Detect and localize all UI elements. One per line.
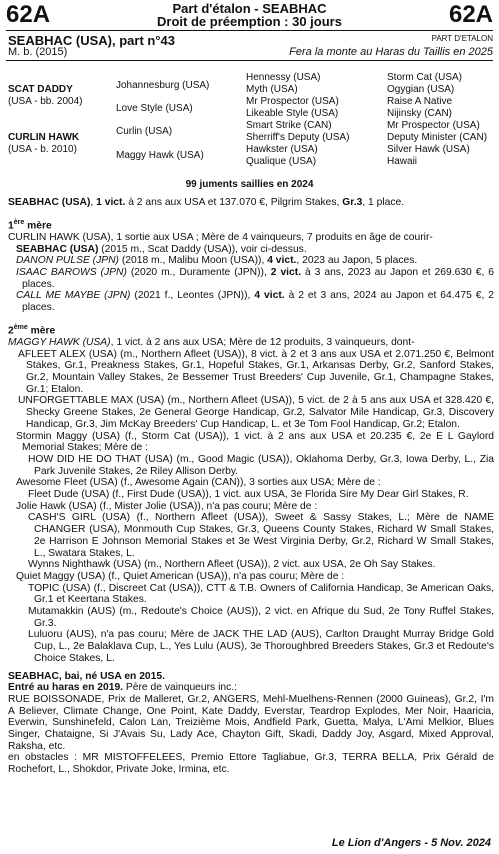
sire-info: (USA - bb. 2004) (8, 96, 83, 107)
horse-name: SEABHAC (USA), part n°43 (8, 33, 175, 48)
produce-entry: Quiet Maggy (USA) (f., Quiet American (USA)), n'a pas couru; Mère de : (16, 570, 345, 582)
pedigree-gen3: Hennessy (USA) (246, 72, 321, 83)
produce-entry: Awesome Fleet (USA) (f., Awesome Again (CAN)), 3 sorties aux USA; Mère de : (16, 477, 381, 489)
stud-winners: RUE BOISSONADE, Prix de Malleret, Gr.2, ANGERS, Mehl-Muelhens-Rennen (2000 Guineas), Gr.2, I'm A Believer, Climate Change, One Point, Kate Daddy, Everstar, Teardrop Explodes, Mer Noir, Haaricia, Everwin, Sunshinefeld, Calon Lan, Treizième Mois, Andfield Park, Guetta, Malya, L'Ami Melkior, Blues Singer, Chataigne, Si J'Avais Su, Lady Ace, Chayton Gift, Skadi, Daddy Joy, Asgard, Mixed Approval, Raksha, etc. (8, 693, 494, 752)
pedigree-gen3: Myth (USA) (246, 84, 298, 95)
section-second-dam: 2ème mère (8, 323, 56, 337)
pedigree-gen4: Silver Hawk (USA) (387, 144, 470, 155)
horse-info: M. b. (2015) (8, 46, 68, 58)
header-subtitle: Droit de préemption : 30 jours (157, 14, 342, 29)
produce-entry: HOW DID HE DO THAT (USA) (m., Good Magic (USA)), Oklahoma Derby, Gr.3, Iowa Derby, L., Zia Park Juvenile Stakes, 2e Riley Allison Derby. (28, 453, 494, 477)
produce-entry: CASH'S GIRL (USA) (f., Northern Afleet (USA)), Sweet & Sassy Stakes, L.; Mère de NAME CHANGER (USA), Monmouth Cup Stakes, Gr.3, Queens County Stakes, Richard W Small Stakes, 2e Harrison E Johnson Memorial Stakes et 3e West Virginia Derby, Gr.2, Richard W Small Stakes, L., Swatara Stakes, L. (28, 512, 494, 559)
header-title: Part d'étalon - SEABHAC (172, 1, 327, 16)
pedigree-gen3: Likeable Style (USA) (246, 108, 339, 119)
horse-name-row (8, 32, 493, 46)
pedigree-gen4: Hawaii (387, 156, 418, 167)
dam-info: (USA - b. 2010) (8, 144, 77, 155)
produce-entry: ISAAC BAROWS (JPN) (2020 m., Duramente (JPN)), 2 vict. à 3 ans, 2023 au Japon et 269.630 €, 6 places. (16, 266, 494, 290)
pedigree-gen4: Ogygian (USA) (387, 84, 455, 95)
pedigree-gen2: Johannesburg (USA) (116, 80, 210, 91)
stud-jumpers: en obstacles : MR MISTOFFELEES, Premio Ettore Tagliabue, Gr.3, TERRA BELLA, Prix Gérald de Rochefort, L., Shokdor, Private Joke, Irmina, etc. (8, 752, 494, 776)
section-first-dam: 1ère mère (8, 218, 52, 232)
sale-footer: Le Lion d'Angers - 5 Nov. 2024 (331, 837, 491, 849)
pedigree-gen4: Deputy Minister (CAN) (387, 132, 488, 143)
mares-covered: 99 juments saillies en 2024 (185, 179, 314, 190)
pedigree-table (0, 70, 499, 172)
pedigree-gen4: Mr Prospector (USA) (387, 120, 480, 131)
pedigree-gen3: Smart Strike (CAN) (246, 120, 332, 131)
stud-intro: Entré au haras en 2019. Père de vainqueurs inc.: (8, 682, 237, 694)
produce-entry: Fleet Dude (USA) (f., First Dude (USA)), 1 vict. aux USA, 3e Florida Sire My Dear Girl Stakes, R. (28, 489, 469, 501)
pedigree-gen4: Nijinsky (CAN) (387, 108, 452, 119)
divider (6, 30, 493, 31)
pedigree-gen3: Qualique (USA) (246, 156, 317, 167)
produce-entry: Mutamakkin (AUS) (m., Redoute's Choice (AUS)), 2 vict. en Afrique du Sud, 2e Tony Ruffel Stakes, Gr.3. (28, 606, 494, 629)
produce-entry: TOPIC (USA) (f., Discreet Cat (USA)), CTT & T.B. Owners of California Handicap, 3e American Oaks, Gr.1 et Keertana Stakes. (28, 582, 494, 606)
pedigree-gen2: Curlin (USA) (116, 126, 173, 137)
pedigree-gen4: Storm Cat (USA) (387, 72, 463, 83)
pedigree-gen2: Love Style (USA) (116, 103, 193, 114)
produce-entry: DANON PULSE (JPN) (2018 m., Malibu Moon (USA)), 4 vict., 2023 au Japon, 5 places. (16, 255, 418, 267)
stud-title: SEABHAC, bai, né USA en 2015. (8, 670, 165, 682)
pedigree-gen4: Raise A Native (387, 96, 453, 107)
pedigree-gen3: Mr Prospector (USA) (246, 96, 339, 107)
lot-number-right: 62A (448, 1, 493, 28)
horse-note: Fera la monte au Haras du Taillis en 2025 (289, 46, 493, 58)
produce-entry: CALL ME MAYBE (JPN) (2021 f., Leontes (JPN)), 4 vict. à 2 et 3 ans, 2024 au Japon et 64.475 €, 2 places. (16, 290, 494, 314)
first-dam-line: CURLIN HAWK (USA), 1 sortie aux USA ; Mère de 4 vainqueurs, 7 produits en âge de courir- (8, 231, 433, 243)
produce-entry: Wynns Nighthawk (USA) (m., Northern Afleet (USA)), 2 vict. aux USA, 2e Oh Say Stakes. (28, 559, 436, 571)
pedigree-gen3: Hawkster (USA) (246, 144, 318, 155)
horse-info-row (8, 46, 493, 59)
sire-name: SCAT DADDY (8, 84, 73, 95)
divider (6, 60, 493, 61)
lot-number-left: 62A (6, 1, 51, 28)
produce-entry: Luluoru (AUS), n'a pas couru; Mère de JACK THE LAD (AUS), Carlton Draught Murray Bridge Gold Cup, L., 2e Balaklava Cup, L., Yes Lulu (AUS), 3e Thoroughbred Breeders Stakes, Gr.3 et Redoute's Choice Stakes, L. (28, 629, 494, 664)
pedigree-gen3: Sherriff's Deputy (USA) (246, 132, 350, 143)
produce-entry: Stormin Maggy (USA) (f., Storm Cat (USA)), 1 vict. à 2 ans aux USA et 20.235 €, 2e E L Gaylord Memorial Stakes; Mère de : (16, 430, 494, 454)
produce-entry: Jolie Hawk (USA) (f., Mister Jolie (USA)), n'a pas couru; Mère de : (16, 500, 318, 512)
lot-type-tag: PART D'ETALON (431, 34, 493, 43)
dam-name: CURLIN HAWK (8, 132, 80, 143)
catalogue-body (8, 197, 494, 776)
produce-entry: AFLEET ALEX (USA) (m., Northern Afleet (USA)), 8 vict. à 2 et 3 ans aux USA et 2.071.250 €, Belmont Stakes, Gr.1, Preakness Stakes, Gr.1, Hopeful Stakes, Gr.1, Arkansas Derby, Gr.2, Sanford Stakes, Gr.2, Mountain Valley Stakes, 2e Bessemer Trust Breeders' Cup Juvenile, Gr.1, Champagne Stakes, Gr.1; Etalon. (18, 348, 494, 395)
second-dam-line: MAGGY HAWK (USA), 1 vict. à 2 ans aux USA; Mère de 12 produits, 3 vainqueurs, dont- (8, 336, 415, 348)
horse-performance: SEABHAC (USA), 1 vict. à 2 ans aux USA et 137.070 €, Pilgrim Stakes, Gr.3, 1 place. (8, 197, 405, 208)
produce-entry: SEABHAC (USA) (2015 m., Scat Daddy (USA)), voir ci-dessus. (16, 243, 307, 255)
produce-entry: UNFORGETTABLE MAX (USA) (m., Northern Afleet (USA)), 5 vict. de 2 à 5 ans aux USA et 328.420 €, Shecky Greene Stakes, 2e General George Handicap, Gr.2, Salvator Mile Handicap, Gr.3, Discovery Handicap, Gr.3, Jim McKay Breeders' Cup Handicap, L. et 3e Tom Fool Handicap, Gr.2; Etalon. (18, 395, 494, 430)
pedigree-gen2: Maggy Hawk (USA) (116, 150, 204, 161)
header (0, 0, 499, 30)
